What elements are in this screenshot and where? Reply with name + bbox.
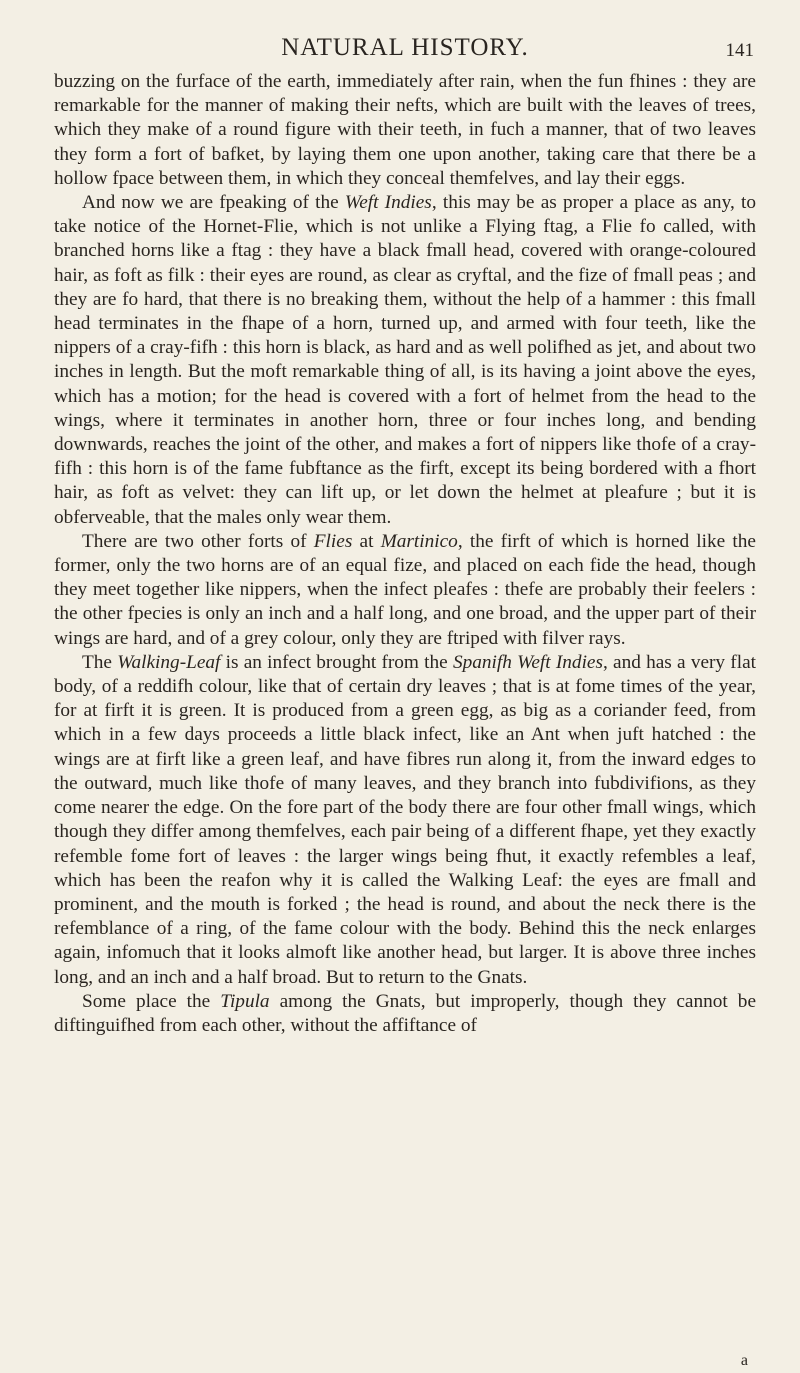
italic-text: Flies (313, 530, 353, 552)
italic-text: Spanifh Weft Indies (452, 651, 603, 673)
running-head (54, 30, 756, 70)
text-run: at (352, 530, 381, 552)
paragraph (54, 191, 756, 530)
text-run: , the firft of which is horned like the former, only the two horns are of an equal fize, and placed on each fide the head, though they meet together like nippers, when the infect pleafes : thefe are probably their feelers : the other fpecies is only an inch and a half long, and one broad, and the upper part of their wings are hard, and of a grey colour, only they are ftriped with filver rays. (54, 530, 756, 649)
paragraph (54, 651, 756, 990)
catchword: a (740, 1352, 748, 1369)
text-run: The (82, 651, 118, 673)
italic-text: Martinico (380, 530, 458, 552)
text-run: , and has a very flat body, of a reddifh colour, like that of certain dry leaves ; that is at fome times of the year, for at firft it is green. It is produced from a green egg, as big as a coriander feed, from which in a few days proceeds a little black infect, like an Ant when juft hatched : the wings are at firft like a green leaf, and have fibres run along it, from the inward edges to the outward, much like thofe of many leaves, and they branch into fubdivifions, as they come nearer the edge. On the fore part of the body there are four other fmall wings, which though they differ among themfelves, each pair being of a different fhape, yet they exactly refemble fome fort of leaves : the larger wings being fhut, it exactly refembles a leaf, which has been the reafon why it is called the Walking Leaf: the eyes are fmall and prominent, and the mouth is forked ; the head is round, and about the neck there is the refemblance of a ring, of the fame colour with the body. Behind this the neck enlarges again, infomuch that it looks almoft like another head, but larger. It is above three inches long, and an inch and a half broad. But to return to the Gnats. (54, 651, 756, 988)
text-run: among the Gnats, but improperly, though they cannot be diftinguifhed from each other, without the affiftance of (54, 990, 757, 1036)
text-run: buzzing on the furface of the earth, immediately after rain, when the fun fhines : they are remarkable for the manner of making their nefts, which are built with the leaves of trees, which they make of a round figure with their teeth, in fuch a manner, that of two leaves they form a fort of bafket, by laying them one upon another, taking care that there be a hollow fpace between them, in which they conceal themfelves, and lay their eggs. (54, 71, 756, 189)
text-run: There are two other forts of (82, 530, 314, 552)
text-run: And now we are fpeaking of the (82, 192, 345, 214)
page-number: 141 (725, 40, 754, 61)
italic-text: Weft Indies (344, 192, 432, 214)
text-run: Some place the (82, 990, 221, 1012)
italic-text: Tipula (220, 990, 270, 1012)
text-run: is an infect brought from the (220, 651, 453, 673)
paragraph (54, 990, 756, 1038)
paragraph (54, 530, 756, 651)
page-title: NATURAL HISTORY. (281, 34, 529, 61)
paragraph (54, 70, 756, 191)
body-text (54, 70, 756, 1038)
text-run: , this may be as proper a place as any, to take notice of the Hornet-Flie, which is not unlike a Flying ftag, a Flie fo called, with branched horns like a ftag : they have a black fmall head, covered with orange-coloured hair, as foft as filk : their eyes are round, as clear as cryftal, and the fize of fmall peas ; and they are fo hard, that there is no breaking them, without the help of a hammer : this fmall head terminates in the fhape of a horn, turned up, and armed with four teeth, like the nippers of a cray-fifh : this horn is black, as hard and as well polifhed as jet, and about two inches in length. But the moft remarkable thing of all, is its having a joint above the eyes, which has a motion; for the head is covered with a fort of helmet from the head to the wings, where it terminates in another horn, three or four inches long, and bending downwards, reaches the joint of the other, and makes a fort of nippers like thofe of a cray-fifh : this horn is of the fame fubftance as the firft, except its being bordered with a fhort hair, as foft as velvet: they can lift up, or let down the helmet at pleafure ; but it is obferveable, that the males only wear them. (54, 192, 756, 528)
italic-text: Walking-Leaf (117, 651, 221, 673)
